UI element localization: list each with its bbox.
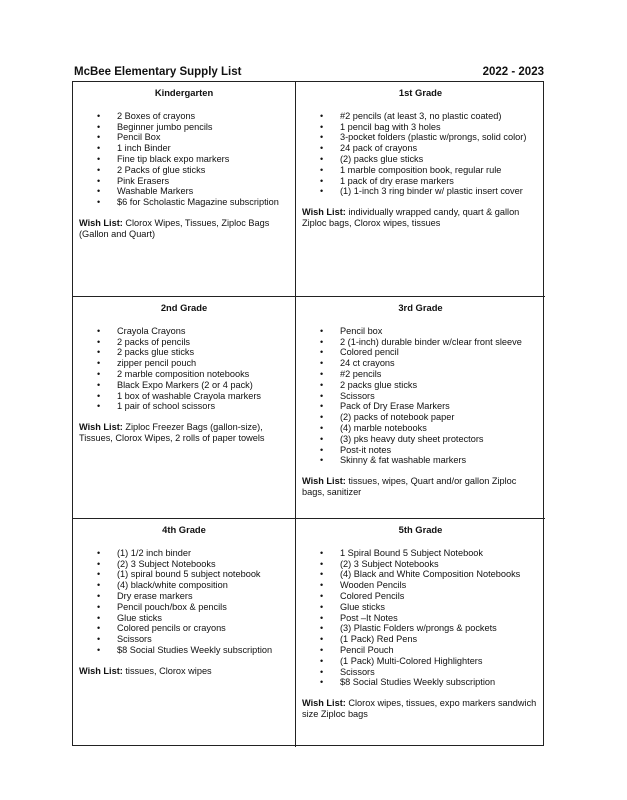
document-title: McBee Elementary Supply List (74, 66, 242, 78)
wish-list-text: Clorox wipes, tissues, expo markers sandwich size Ziploc bags (302, 698, 537, 719)
wish-list-text: individually wrapped candy, quart & gallon Ziploc bags, Clorox wipes, tissues (302, 207, 520, 228)
wish-list-label: Wish List: (79, 422, 123, 433)
supply-item: • 2 marble composition notebooks (117, 369, 289, 380)
wish-list-label: Wish List: (302, 698, 346, 709)
supply-item: • Beginner jumbo pencils (117, 122, 289, 133)
wish-list-label: Wish List: (302, 476, 346, 487)
wish-list-text: tissues, wipes, Quart and/or gallon Ziploc bags, sanitizer (302, 476, 517, 497)
wish-list-text: Clorox Wipes, Tissues, Ziploc Bags (Gallon and Quart) (79, 217, 270, 239)
wish-list-label: Wish List: (79, 665, 123, 676)
supply-item: • 2 Boxes of crayons (117, 111, 289, 122)
supply-item: • 2 (1-inch) durable binder w/clear front sleeve (340, 337, 539, 348)
grade-heading: 3rd Grade (398, 302, 443, 313)
supply-item: • 3-pocket folders (plastic w/prongs, solid color) (340, 132, 539, 143)
supply-item: • Washable Markers (117, 186, 289, 197)
supply-item: • 1 inch Binder (117, 143, 289, 154)
supply-item: • Crayola Crayons (117, 326, 289, 337)
supply-item: • (4) Black and White Composition Notebooks (340, 569, 539, 580)
wish-list-text: Ziploc Freezer Bags (gallon-size), Tissues, Clorox Wipes, 2 rolls of paper towels (79, 422, 265, 443)
wish-list (302, 476, 539, 498)
supply-item: • 1 pair of school scissors (117, 401, 289, 412)
grade-heading: 4th Grade (162, 524, 206, 535)
grade-cell (73, 82, 296, 297)
supply-item: • Scissors (340, 667, 539, 678)
supply-item: • (4) black/white composition (117, 580, 289, 591)
wish-list (79, 218, 289, 240)
supply-table (72, 81, 544, 746)
supply-item: • 1 pack of dry erase markers (340, 176, 539, 187)
supply-item: • Pencil Box (117, 132, 289, 143)
supply-item: • 1 Spiral Bound 5 Subject Notebook (340, 548, 539, 559)
supply-item: • Wooden Pencils (340, 580, 539, 591)
supply-item: • 2 packs glue sticks (340, 380, 539, 391)
supply-item: • #2 pencils (at least 3, no plastic coated) (340, 111, 539, 122)
supply-item: • Scissors (340, 391, 539, 402)
supply-item: • Pencil pouch/box & pencils (117, 602, 289, 613)
supply-item: • (2) packs glue sticks (340, 154, 539, 165)
grade-heading: 2nd Grade (160, 302, 208, 313)
supply-item: • 1 box of washable Crayola markers (117, 391, 289, 402)
supply-item: • (2) packs of notebook paper (340, 412, 539, 423)
wish-list-label: Wish List: (302, 207, 346, 218)
supply-list (302, 548, 539, 688)
supply-item: • Pack of Dry Erase Markers (340, 401, 539, 412)
supply-item: • Colored pencils or crayons (117, 623, 289, 634)
supply-item: • Pink Erasers (117, 176, 289, 187)
grade-cell (296, 82, 545, 297)
supply-item: • zipper pencil pouch (117, 358, 289, 369)
supply-item: • Glue sticks (117, 613, 289, 624)
supply-item: • (4) marble notebooks (340, 423, 539, 434)
supply-item: • 2 packs glue sticks (117, 347, 289, 358)
wish-list (302, 698, 539, 720)
supply-item: • (1) 1/2 inch binder (117, 548, 289, 559)
supply-item: • Scissors (117, 634, 289, 645)
supply-item: • 24 pack of crayons (340, 143, 539, 154)
supply-list (302, 326, 539, 466)
grade-heading: 5th Grade (398, 524, 443, 535)
wish-list (79, 666, 289, 677)
supply-list (302, 111, 539, 197)
grade-cell (296, 297, 545, 519)
supply-item: • (1) 1-inch 3 ring binder w/ plastic insert cover (340, 186, 539, 197)
supply-item: • Post-it notes (340, 445, 539, 456)
supply-item: • Pencil box (340, 326, 539, 337)
supply-item: • (3) pks heavy duty sheet protectors (340, 434, 539, 445)
supply-list (79, 111, 289, 208)
supply-item: • Skinny & fat washable markers (340, 455, 539, 466)
document-header (74, 66, 544, 82)
wish-list-text: tissues, Clorox wipes (122, 665, 212, 676)
wish-list (302, 207, 539, 229)
supply-item: • #2 pencils (340, 369, 539, 380)
school-year: 2022 - 2023 (482, 66, 544, 78)
supply-item: • Black Expo Markers (2 or 4 pack) (117, 380, 289, 391)
supply-item: • 2 packs of pencils (117, 337, 289, 348)
supply-item: • Pencil Pouch (340, 645, 539, 656)
supply-item: • (1) spiral bound 5 subject notebook (117, 569, 289, 580)
wish-list-label: Wish List: (79, 217, 123, 228)
supply-item: • 24 ct crayons (340, 358, 539, 369)
grade-cell (73, 297, 296, 519)
supply-item: • (1 Pack) Red Pens (340, 634, 539, 645)
supply-item: • Post –It Notes (340, 613, 539, 624)
supply-item: • $6 for Scholastic Magazine subscription (117, 197, 289, 208)
supply-item: • (1 Pack) Multi-Colored Highlighters (340, 656, 539, 667)
supply-item: • Colored Pencils (340, 591, 539, 602)
supply-list (79, 326, 289, 412)
supply-item: • (2) 3 Subject Notebooks (340, 559, 539, 570)
supply-item: • Colored pencil (340, 347, 539, 358)
supply-item: • Fine tip black expo markers (117, 154, 289, 165)
supply-item: • (3) Plastic Folders w/prongs & pockets (340, 623, 539, 634)
supply-item: • Glue sticks (340, 602, 539, 613)
supply-item: • $8 Social Studies Weekly subscription (340, 677, 539, 688)
supply-item: • $8 Social Studies Weekly subscription (117, 645, 289, 656)
supply-list (79, 548, 289, 656)
grade-cell (73, 519, 296, 747)
supply-item: • 1 pencil bag with 3 holes (340, 122, 539, 133)
supply-item: • 1 marble composition book, regular rule (340, 165, 539, 176)
supply-item: • (2) 3 Subject Notebooks (117, 559, 289, 570)
grade-cell (296, 519, 545, 747)
wish-list (79, 422, 289, 444)
supply-item: • Dry erase markers (117, 591, 289, 602)
grade-heading: Kindergarten (154, 87, 214, 98)
supply-item: • 2 Packs of glue sticks (117, 165, 289, 176)
grade-heading: 1st Grade (398, 87, 443, 98)
